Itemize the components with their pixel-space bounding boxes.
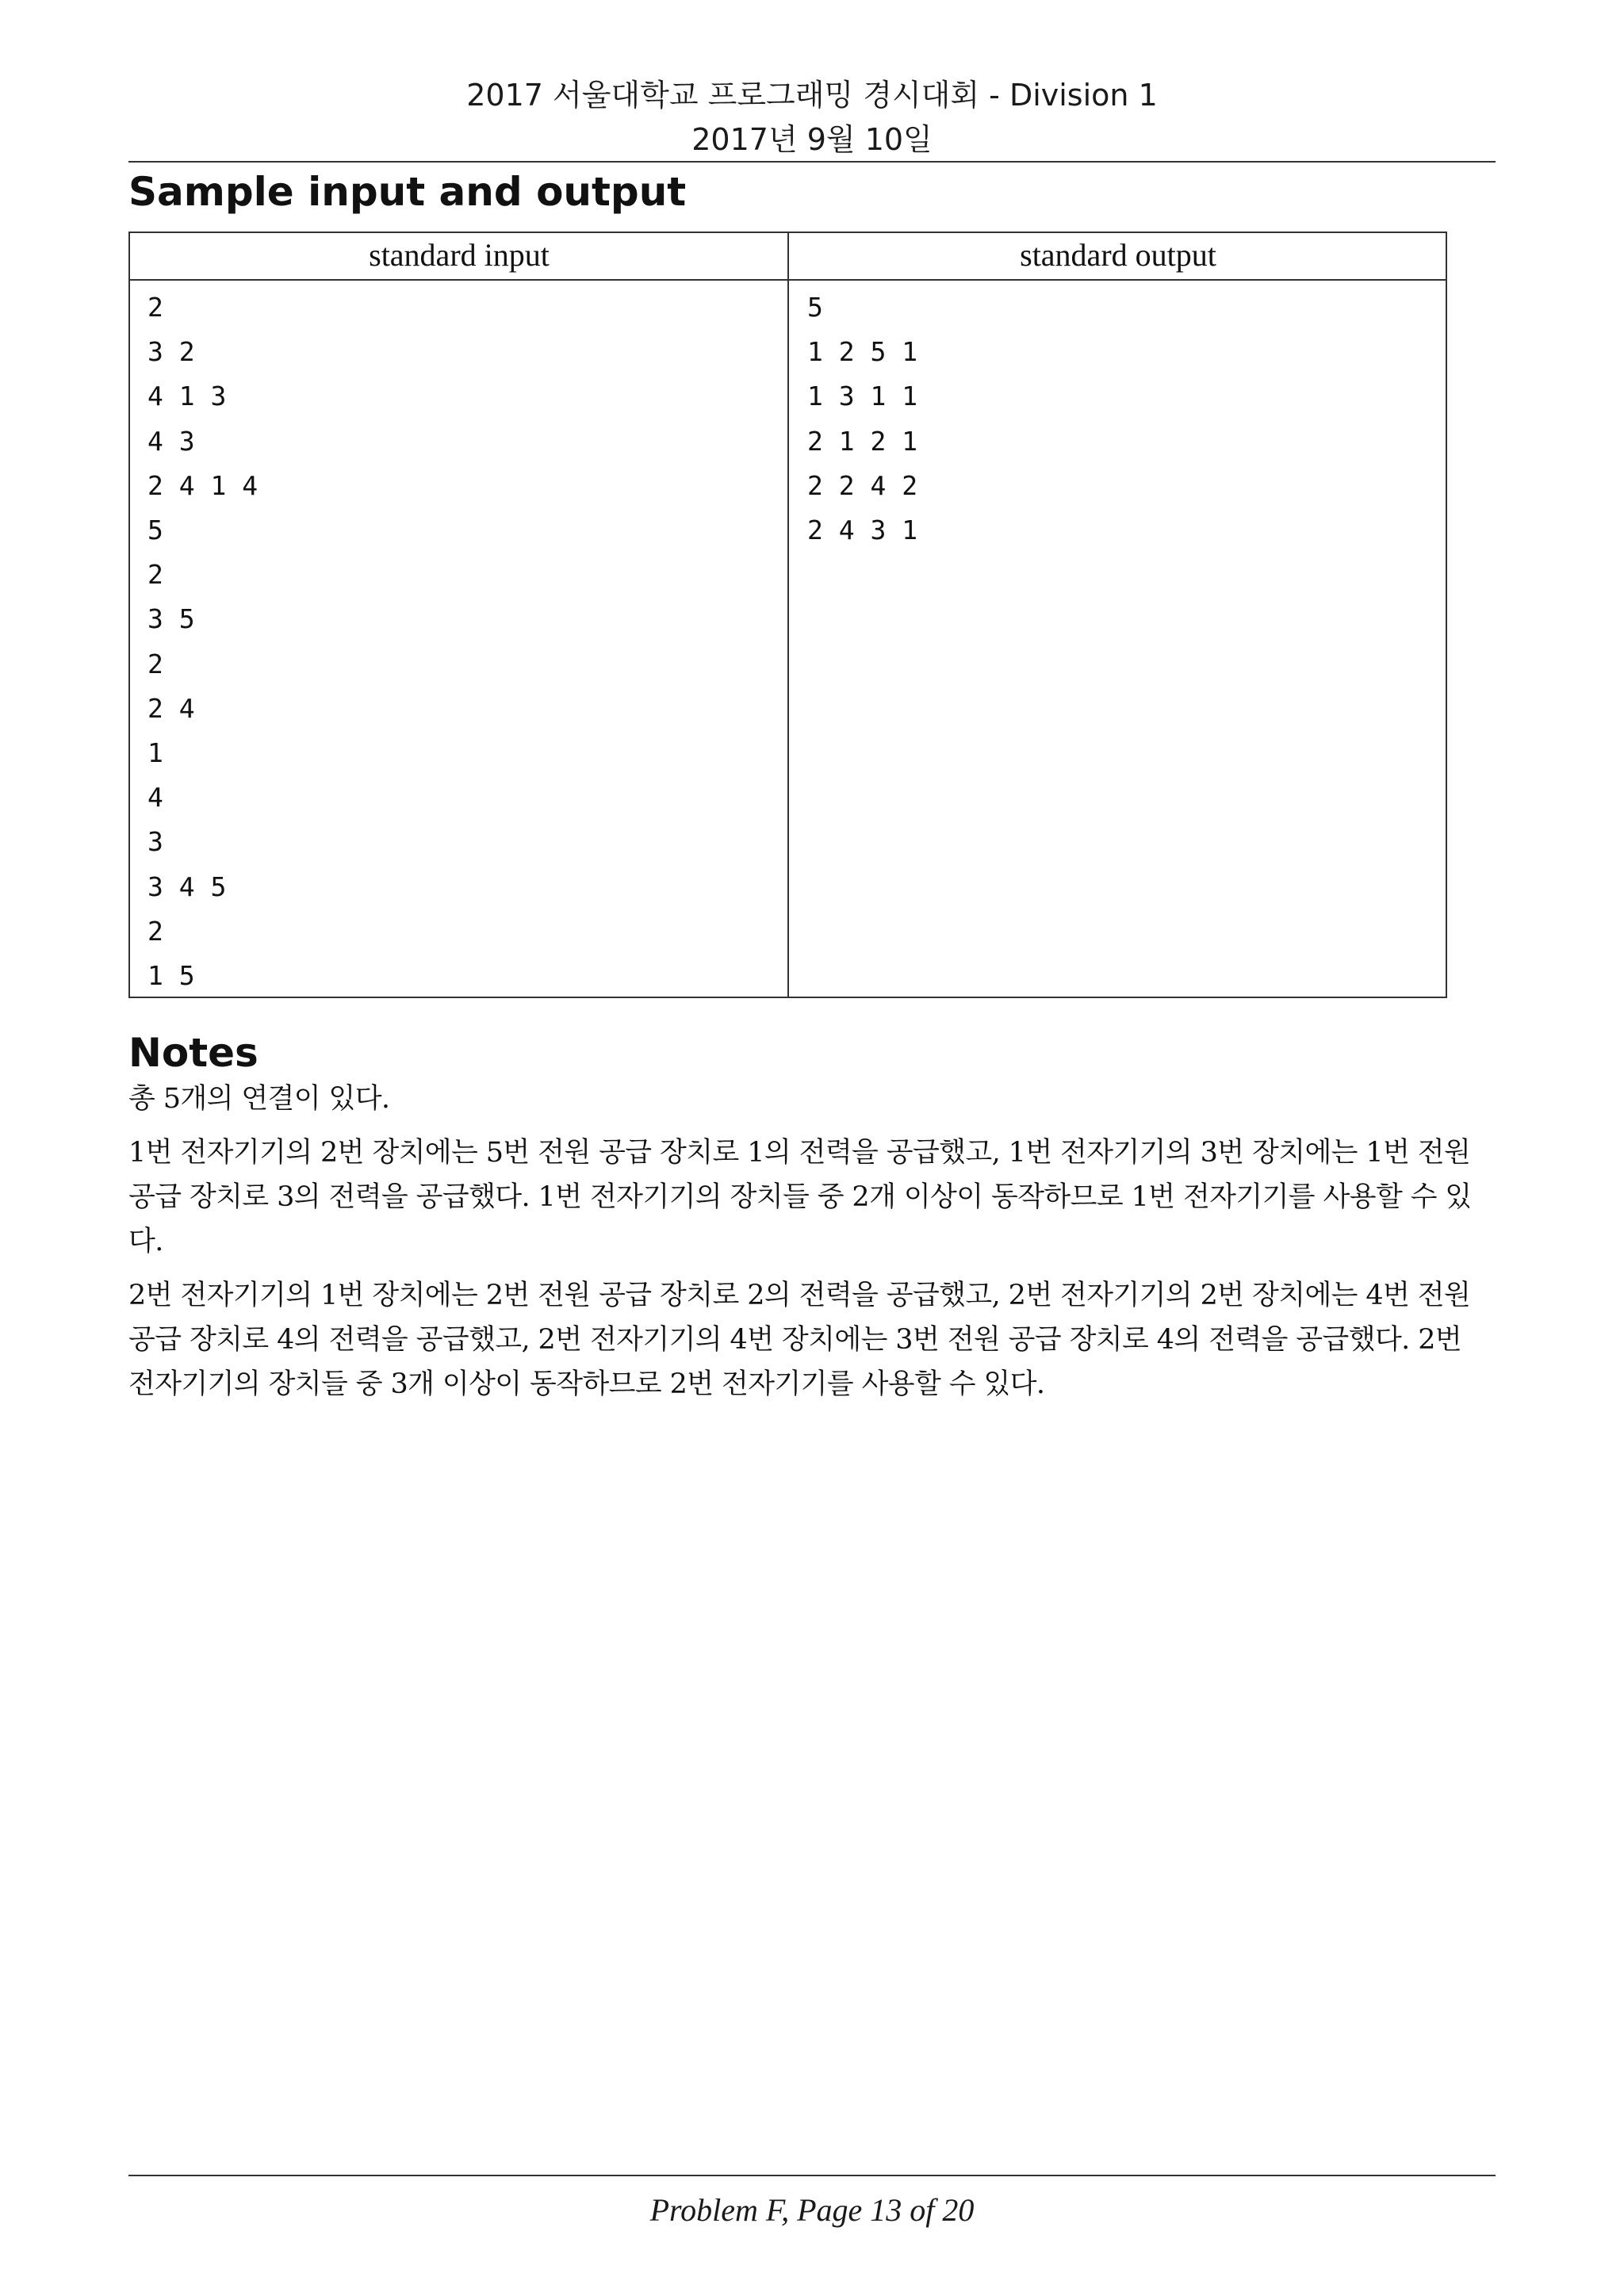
output-line: 2 1 2 1 <box>807 425 918 457</box>
input-line: 5 <box>147 515 163 546</box>
page-header <box>128 73 1496 162</box>
input-line: 3 <box>147 826 163 858</box>
standard-output-content <box>807 285 917 553</box>
standard-output-header: standard output <box>1020 237 1216 273</box>
contest-title: 2017 서울대학교 프로그래밍 경시대회 - Division 1 <box>466 78 1158 113</box>
notes-section-title: Notes <box>128 1030 259 1076</box>
header-divider <box>128 161 1496 163</box>
input-line: 1 5 <box>147 960 195 992</box>
output-line: 2 2 4 2 <box>807 469 918 501</box>
output-line: 5 <box>807 292 823 323</box>
input-line: 2 4 <box>147 692 195 724</box>
footer-divider <box>128 2175 1496 2176</box>
notes-paragraph: 총 5개의 연결이 있다. <box>128 1083 390 1115</box>
input-line: 1 <box>147 737 163 769</box>
input-line: 2 <box>147 648 163 679</box>
input-line: 4 3 <box>147 425 195 457</box>
table-column-divider <box>787 233 789 997</box>
input-line: 2 <box>147 915 163 947</box>
input-line: 2 4 1 4 <box>147 469 259 501</box>
notes-paragraph: 2번 전자기기의 1번 장치에는 2번 전원 공급 장치로 2의 전력을 공급했고, 2번 전자기기의 2번 장치에는 4번 전원 공급 장치로 4의 전력을 공급했고, 2번 전자기기의 4번 장치에는 3번 전원 공급 장치로 4의 전력을 공급했다. 2번 전자기기의 장치들 중 3개 이상이 동작하므로 2번 전자기기를 사용할 수 있다. <box>128 1280 1471 1400</box>
output-line: 1 2 5 1 <box>807 336 918 368</box>
contest-date: 2017년 9월 10일 <box>691 122 933 157</box>
standard-input-header: standard input <box>369 237 550 273</box>
input-line: 3 5 <box>147 603 195 635</box>
sample-io-table <box>128 232 1447 998</box>
input-line: 4 <box>147 782 163 813</box>
standard-input-content <box>147 285 258 998</box>
notes-paragraph: 1번 전자기기의 2번 장치에는 5번 전원 공급 장치로 1의 전력을 공급했고, 1번 전자기기의 3번 장치에는 1번 전원 공급 장치로 3의 전력을 공급했다. 1번 전자기기의 장치들 중 2개 이상이 동작하므로 1번 전자기기를 사용할 수 있다. <box>128 1137 1472 1257</box>
input-line: 3 2 <box>147 336 195 368</box>
input-line: 2 <box>147 559 163 591</box>
input-line: 4 1 3 <box>147 381 227 412</box>
sample-section-title: Sample input and output <box>128 169 687 215</box>
page-footer: Problem F, Page 13 of 20 <box>649 2192 975 2228</box>
notes-body <box>128 1077 1496 1416</box>
input-line: 2 <box>147 292 163 323</box>
output-line: 2 4 3 1 <box>807 515 918 546</box>
output-line: 1 3 1 1 <box>807 381 918 412</box>
input-line: 3 4 5 <box>147 871 227 902</box>
